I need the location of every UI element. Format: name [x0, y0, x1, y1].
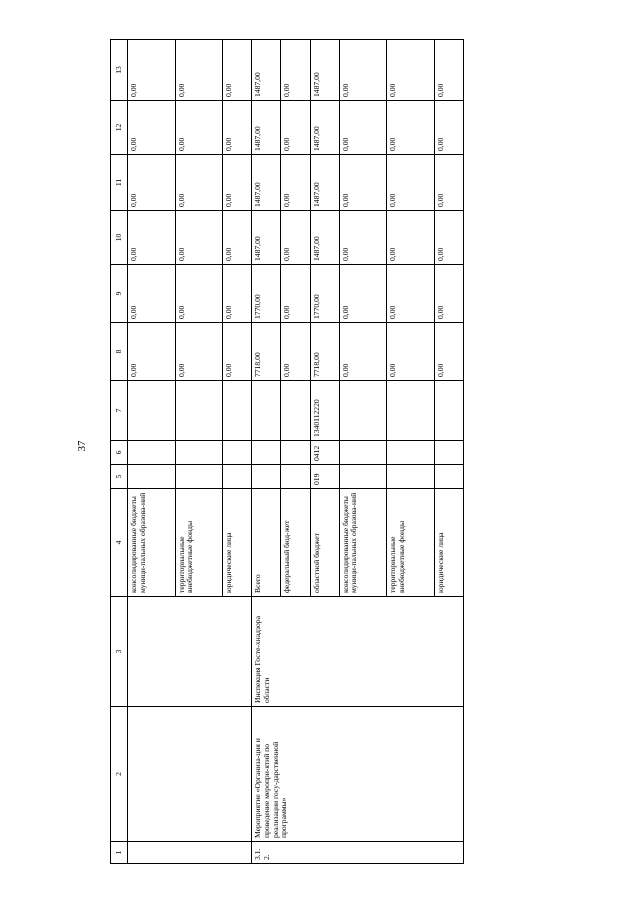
- value-cell: 0,00: [175, 211, 223, 265]
- empty-cell: [223, 441, 252, 465]
- value-cell: 0,00: [281, 101, 310, 155]
- empty-cell: [128, 597, 252, 707]
- value-cell: 0,00: [434, 323, 463, 381]
- value-cell: [387, 381, 435, 441]
- table-header-row: [111, 40, 128, 864]
- value-cell: 1340112220: [310, 381, 339, 441]
- header-cell: 4: [111, 489, 128, 597]
- header-cell: 10: [111, 211, 128, 265]
- value-cell: 0,00: [339, 323, 387, 381]
- funding-source-cell: федеральный бюд-жет: [281, 489, 310, 597]
- value-cell: 7718,00: [310, 323, 339, 381]
- measure-number-cell: 3.1.2.: [252, 842, 464, 864]
- value-cell: 0,00: [223, 265, 252, 323]
- value-cell: 1487,00: [310, 40, 339, 101]
- empty-cell: [175, 441, 223, 465]
- value-cell: [252, 465, 281, 489]
- value-cell: 0,00: [223, 323, 252, 381]
- funding-source-cell: консолидированные бюджеты муници-пальных образова-ний: [339, 489, 387, 597]
- value-cell: [252, 441, 281, 465]
- value-cell: 0,00: [434, 101, 463, 155]
- empty-cell: [128, 381, 176, 441]
- value-cell: 0,00: [223, 211, 252, 265]
- header-cell: 5: [111, 465, 128, 489]
- value-cell: [281, 441, 310, 465]
- value-cell: [281, 465, 310, 489]
- header-cell: 11: [111, 155, 128, 211]
- header-cell: 2: [111, 707, 128, 842]
- funding-source-cell: Всего: [252, 489, 281, 597]
- value-cell: 0,00: [175, 155, 223, 211]
- value-cell: 0,00: [281, 211, 310, 265]
- rotated-table-inner: [110, 40, 464, 864]
- funding-source-cell: областной бюджет: [310, 489, 339, 597]
- value-cell: 0,00: [387, 323, 435, 381]
- value-cell: 0412: [310, 441, 339, 465]
- empty-cell: [223, 381, 252, 441]
- value-cell: 0,00: [223, 101, 252, 155]
- funding-source-cell: территориальные внебюджетные фонды: [387, 489, 435, 597]
- empty-cell: [128, 842, 252, 864]
- header-cell: 1: [111, 842, 128, 864]
- value-cell: 0,00: [434, 155, 463, 211]
- header-cell: 7: [111, 381, 128, 441]
- value-cell: [281, 381, 310, 441]
- value-cell: 0,00: [339, 265, 387, 323]
- value-cell: 0,00: [281, 40, 310, 101]
- value-cell: [434, 441, 463, 465]
- value-cell: 019: [310, 465, 339, 489]
- value-cell: 0,00: [128, 40, 176, 101]
- value-cell: 0,00: [223, 155, 252, 211]
- value-cell: [434, 465, 463, 489]
- value-cell: 1487,00: [252, 40, 281, 101]
- funding-source-cell: консолидированные бюджеты муници-пальных образова-ний: [128, 489, 176, 597]
- value-cell: 1487,00: [310, 211, 339, 265]
- empty-cell: [175, 381, 223, 441]
- empty-cell: [128, 465, 176, 489]
- measure-name-cell: Мероприятие «Организа-ция и проведение меропри-ятий по реализации госу-дарственной программы»: [252, 707, 464, 842]
- funding-source-cell: территориальные внебюджетные фонды: [175, 489, 223, 597]
- value-cell: 0,00: [387, 155, 435, 211]
- value-cell: 0,00: [128, 155, 176, 211]
- header-cell: 6: [111, 441, 128, 465]
- value-cell: 0,00: [434, 40, 463, 101]
- header-cell: 9: [111, 265, 128, 323]
- value-cell: 0,00: [339, 211, 387, 265]
- value-cell: 1770,00: [252, 265, 281, 323]
- header-cell: 12: [111, 101, 128, 155]
- value-cell: 1487,00: [310, 101, 339, 155]
- value-cell: 1487,00: [252, 211, 281, 265]
- value-cell: [387, 441, 435, 465]
- value-cell: [339, 465, 387, 489]
- header-cell: 13: [111, 40, 128, 101]
- value-cell: [339, 381, 387, 441]
- value-cell: 0,00: [281, 155, 310, 211]
- value-cell: 1487,00: [252, 101, 281, 155]
- value-cell: 1487,00: [252, 155, 281, 211]
- empty-cell: [128, 707, 252, 842]
- value-cell: 0,00: [339, 101, 387, 155]
- page-number: 37: [76, 440, 88, 452]
- value-cell: 0,00: [434, 211, 463, 265]
- value-cell: 0,00: [339, 155, 387, 211]
- budget-table: [110, 39, 464, 864]
- value-cell: 0,00: [175, 40, 223, 101]
- funding-source-cell: юридические лица: [434, 489, 463, 597]
- value-cell: 1770,00: [310, 265, 339, 323]
- value-cell: 0,00: [387, 101, 435, 155]
- value-cell: [387, 465, 435, 489]
- value-cell: 0,00: [128, 211, 176, 265]
- value-cell: 7718,00: [252, 323, 281, 381]
- header-cell: 8: [111, 323, 128, 381]
- table-row: [128, 40, 176, 864]
- value-cell: [434, 381, 463, 441]
- value-cell: [339, 441, 387, 465]
- value-cell: [252, 381, 281, 441]
- empty-cell: [128, 441, 176, 465]
- value-cell: 0,00: [128, 323, 176, 381]
- value-cell: 0,00: [223, 40, 252, 101]
- value-cell: 0,00: [339, 40, 387, 101]
- value-cell: 0,00: [175, 265, 223, 323]
- value-cell: 0,00: [128, 101, 176, 155]
- funding-source-cell: юридические лица: [223, 489, 252, 597]
- value-cell: 0,00: [434, 265, 463, 323]
- value-cell: 0,00: [281, 265, 310, 323]
- empty-cell: [175, 465, 223, 489]
- value-cell: 0,00: [387, 40, 435, 101]
- value-cell: 0,00: [281, 323, 310, 381]
- value-cell: 0,00: [128, 265, 176, 323]
- executor-cell: Инспекция Госте-хнадзора области: [252, 597, 464, 707]
- table-row: [252, 40, 281, 864]
- rotated-table-area: [110, 40, 464, 864]
- value-cell: 0,00: [387, 265, 435, 323]
- value-cell: 0,00: [175, 101, 223, 155]
- value-cell: 0,00: [175, 323, 223, 381]
- header-cell: 3: [111, 597, 128, 707]
- value-cell: 0,00: [387, 211, 435, 265]
- value-cell: 1487,00: [310, 155, 339, 211]
- empty-cell: [223, 465, 252, 489]
